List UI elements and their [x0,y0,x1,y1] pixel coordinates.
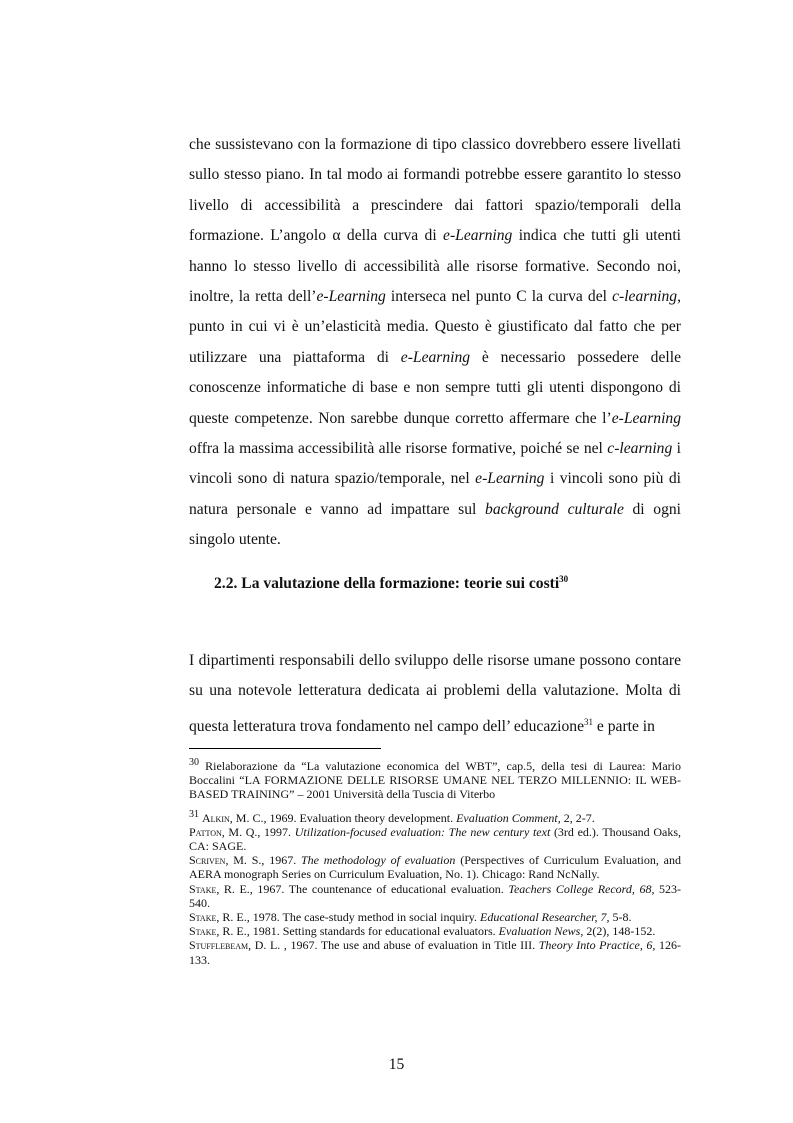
footnotes [189,756,681,973]
reference-entry: Stake, R. E., 1967. The countenance of educational evaluation. Teachers College Record, 68, 523-540. [189,881,682,910]
footnote-ref-30[interactable]: 30 [559,574,569,584]
section-heading: 2.2. La valutazione della formazione: teorie sui costi$^{30}$ [214,574,569,593]
footnote-separator [189,748,381,749]
reference-entry: Stufflebeam, D. L. , 1967. The use and abuse of evaluation in Title III. Theory Into Practice, 6, 126-133. [189,938,682,967]
footnote-30: $^{30}$ Rielaborazione da “La valutazione economica del WBT”, cap.5, della tesi di Laurea: Mario Boccalini “LA FORMAZIONE DELLE RISORSE UMANE NEL TERZO MILLENNIO: IL WEB-BASED TRAINING” – 2001 Università della Tuscia di Viterbo [189,757,681,802]
page-number: 15 [388,1056,405,1073]
body-paragraph-1: che sussistevano con la formazione di tipo classico dovrebbero essere livellati sullo stesso piano. In tal modo ai formandi potrebbe essere garantito lo stesso livello di accessibilità a prescindere dai fattori spazio/temporali della formazione. L’angolo α della curva di e-Learning indica che tutti gli utenti hanno lo stesso livello di accessibilità alle risorse formative. Secondo noi, inoltre, la retta dell’e-Learning interseca nel punto C la curva del c-learning, punto in cui vi è un’elasticità media. Questo è giustificato dal fatto che per utilizzare una piattaforma di e-Learning è necessario possedere delle conoscenze informatiche di base e non sempre tutti gli utenti dispongono di queste competenze. Non sarebbe dunque corretto affermare che l’e-Learning offra la massima accessibilità alle risorse formative, poiché se nel c-learning i vincoli sono di natura spazio/temporale, nel e-Learning i vincoli sono più di natura personale e vanno ad impattare sul background culturale di ogni singolo utente. [189,136,682,549]
reference-entry: Alkin, M. C., 1969. Evaluation theory development. Evaluation Comment, 2, 2-7. [202,810,595,825]
body-paragraph-2: I dipartimenti responsabili dello sviluppo delle risorse umane possono contare su una notevole letteratura dedicata ai problemi della valutazione. Molta di questa letteratura trova fondamento nel campo dell’ educazione$^{31}$ e parte in [189,652,681,735]
reference-entry: Stake, R. E., 1978. The case-study method in social inquiry. Educational Researcher, 7, 5-8. [189,910,632,925]
reference-entry: Scriven, M. S., 1967. The methodology of evaluation (Perspectives of Curriculum Evaluation, and AERA monograph Series on Curriculum Evaluation, No. 1). Chicago: Rand NcNally. [189,853,682,882]
footnote-ref-31[interactable]: 31 [584,716,594,727]
footnote-31: $^{31}$ Alkin, M. C., 1969. Evaluation theory development. Evaluation Comment, 2, 2-7. Patton, M. Q., 1997. Utilization-focused evaluation: The new century text (3rd ed.). Thousand Oaks, CA: SAGE. Scriven, M. S., 1967. The methodology of evaluation (Perspectives of Curriculum Evaluation, and AERA monograph Series on Curriculum Evaluation, No. 1). Chicago: Rand NcNally. Stake, R. E., 1967. The countenance of educational evaluation. Teachers College Record, 68, 523-540. Stake, R. E., 1978. The case-study method in social inquiry. Educational Researcher, 7, 5-8. Stake, R. E., 1981. Setting standards for educational evaluators. Evaluation News, 2(2), 148-152. Stufflebeam, D. L. , 1967. The use and abuse of evaluation in Title III. Theory Into Practice, 6, 126-133. [189,808,682,967]
alpha-symbol: α [332,227,341,245]
reference-entry: Patton, M. Q., 1997. Utilization-focused evaluation: The new century text (3rd ed.). Thousand Oaks, CA: SAGE. [189,824,681,854]
reference-entry: Stake, R. E., 1981. Setting standards for educational evaluators. Evaluation News, 2(2), 148-152. [189,924,656,939]
